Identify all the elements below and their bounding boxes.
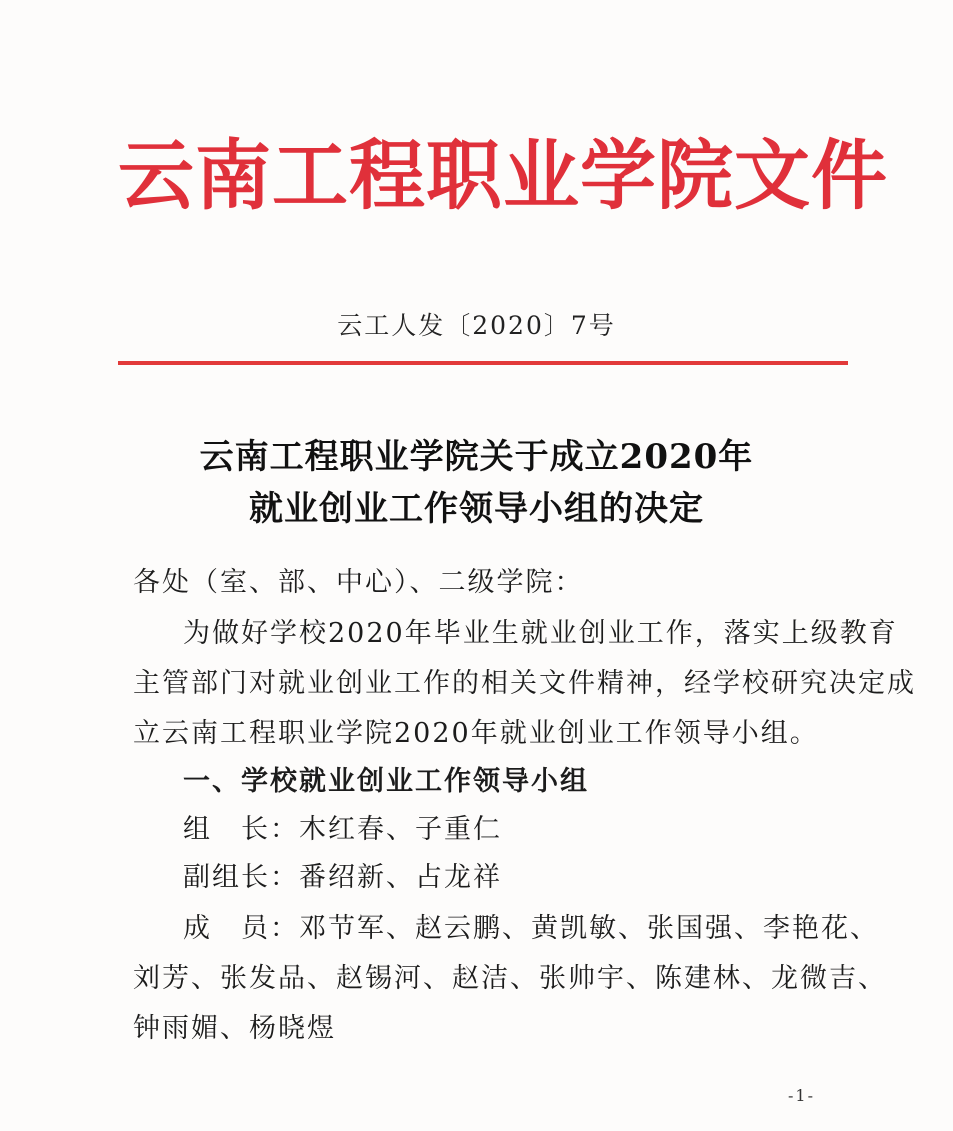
body-line-1: 为做好学校2020年毕业生就业创业工作，落实上级教育 xyxy=(183,618,898,649)
group-leader-line: 组 长：木红春、子重仁 xyxy=(183,814,502,845)
body-line-2: 主管部门对就业创业工作的相关文件精神，经学校研究决定成 xyxy=(133,668,916,699)
deputy-leader-line: 副组长：番绍新、占龙祥 xyxy=(183,862,502,893)
members-line-1: 成 员：邓节军、赵云鹏、黄凯敏、张国强、李艳花、 xyxy=(183,913,879,944)
section-heading: 一、学校就业创业工作领导小组 xyxy=(183,766,589,797)
body-line-3: 立云南工程职业学院2020年就业创业工作领导小组。 xyxy=(133,718,819,749)
document-title-line-1: 云南工程职业学院关于成立2020年 xyxy=(199,437,754,477)
salutation: 各处（室、部、中心）、二级学院： xyxy=(133,567,584,598)
members-line-3: 钟雨媚、杨晓煜 xyxy=(133,1013,336,1044)
page-number: -1- xyxy=(788,1086,815,1105)
document-masthead: 云南工程职业学院文件 xyxy=(118,131,888,220)
members-line-2: 刘芳、张发品、赵锡河、赵洁、张帅宇、陈建林、龙微吉、 xyxy=(133,963,887,994)
document-title-line-2: 就业创业工作领导小组的决定 xyxy=(249,489,704,529)
red-separator-line xyxy=(118,361,848,365)
document-number: 云工人发〔2020〕7号 xyxy=(337,311,616,340)
